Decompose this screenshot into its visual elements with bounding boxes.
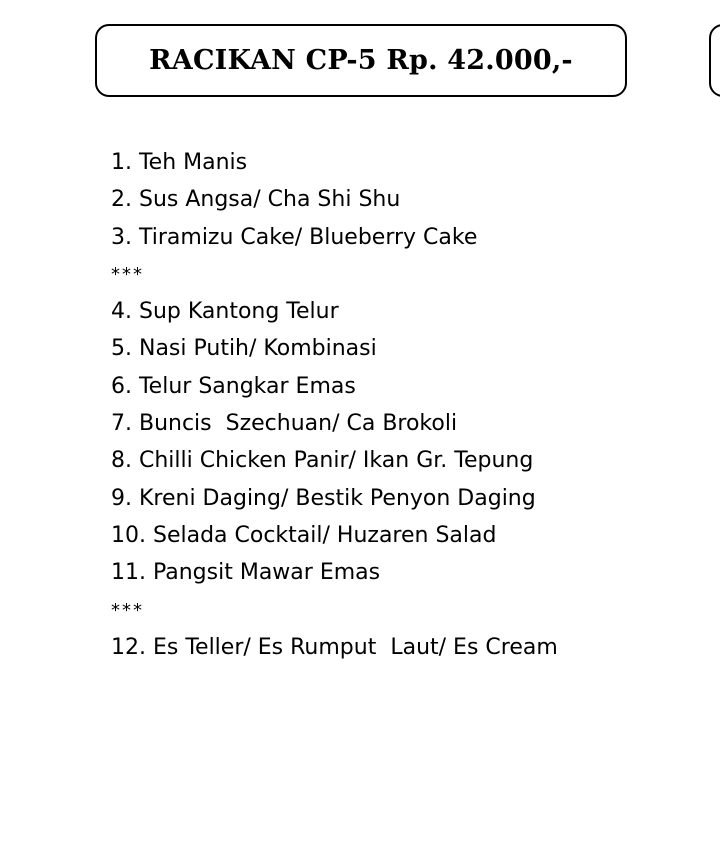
menu-list — [111, 144, 711, 666]
menu-title-box — [95, 24, 627, 97]
menu-item: 3. Tiramizu Cake/ Blueberry Cake — [111, 224, 478, 250]
menu-separator: *** — [111, 599, 144, 621]
menu-item: 8. Chilli Chicken Panir/ Ikan Gr. Tepung — [111, 448, 534, 474]
menu-item: 11. Pangsit Mawar Emas — [111, 560, 381, 586]
next-menu-title-box-partial — [709, 24, 720, 97]
menu-title: RACIKAN CP-5 Rp. 42.000,- — [149, 45, 573, 76]
menu-item: 7. Buncis Szechuan/ Ca Brokoli — [111, 411, 458, 437]
menu-item: 1. Teh Manis — [111, 150, 248, 175]
menu-item: 12. Es Teller/ Es Rumput Laut/ Es Cream — [111, 634, 558, 660]
menu-item: 6. Telur Sangkar Emas — [111, 373, 356, 399]
menu-item: 2. Sus Angsa/ Cha Shi Shu — [111, 187, 401, 213]
menu-item: 10. Selada Cocktail/ Huzaren Salad — [111, 522, 497, 548]
menu-separator: *** — [111, 263, 144, 285]
menu-item: 4. Sup Kantong Telur — [111, 299, 339, 325]
menu-item: 5. Nasi Putih/ Kombinasi — [111, 336, 377, 362]
menu-item: 9. Kreni Daging/ Bestik Penyon Daging — [111, 485, 536, 511]
